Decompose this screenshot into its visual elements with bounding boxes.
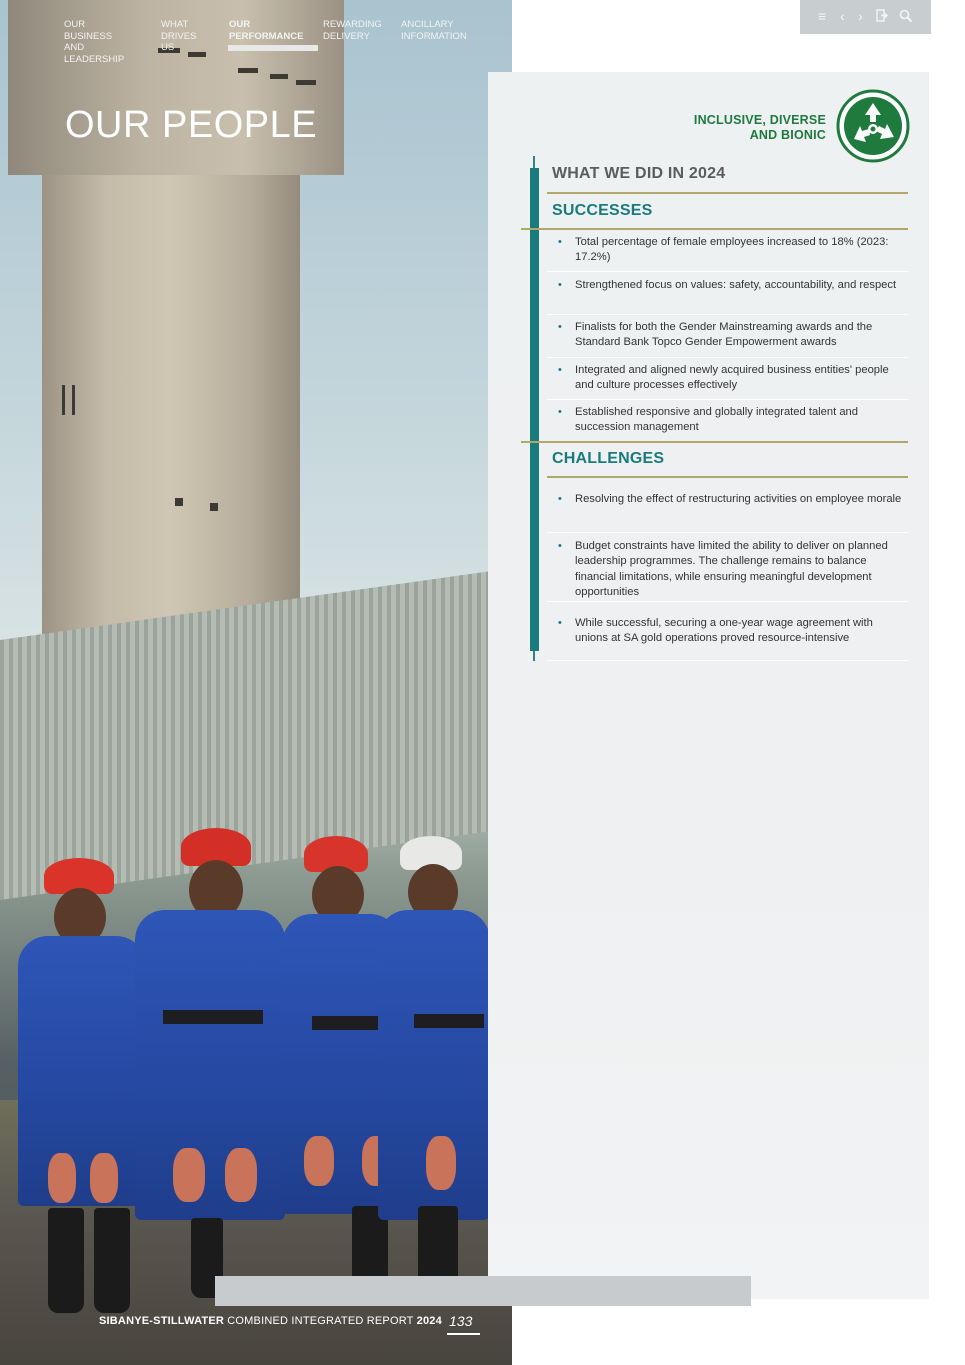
toolbar xyxy=(800,0,931,34)
item-divider xyxy=(547,314,908,315)
page-number-underline xyxy=(447,1333,480,1335)
worker-2 xyxy=(135,828,285,1298)
title-rule xyxy=(547,192,908,194)
item-divider xyxy=(547,357,908,358)
bullet-icon: • xyxy=(558,617,562,629)
nav-item-our-performance[interactable]: OUR PERFORMANCE xyxy=(229,19,304,42)
bullet-icon: • xyxy=(558,236,562,248)
nav-item-ancillary-information[interactable]: ANCILLARY INFORMATION xyxy=(401,19,467,42)
nav-active-indicator xyxy=(228,45,318,51)
worker-1 xyxy=(18,858,148,1318)
bullet-icon: • xyxy=(558,493,562,505)
bullet-icon: • xyxy=(558,540,562,552)
bullet-icon: • xyxy=(558,321,562,333)
page-title: OUR PEOPLE xyxy=(65,104,318,146)
section-accent-bar xyxy=(530,168,539,651)
footer-bar xyxy=(215,1276,751,1306)
item-divider xyxy=(547,601,908,602)
chevron-left-icon[interactable]: ‹ xyxy=(840,8,845,24)
challenges-top-rule xyxy=(521,441,908,443)
menu-icon[interactable]: ≡ xyxy=(818,8,827,24)
theme-label: INCLUSIVE, DIVERSE AND BIONIC xyxy=(693,113,826,142)
item-divider xyxy=(547,660,908,661)
footer-year: 2024 xyxy=(416,1315,442,1327)
bullet-icon: • xyxy=(558,406,562,418)
successes-heading: SUCCESSES xyxy=(552,202,653,219)
bullet-icon: • xyxy=(558,279,562,291)
bullet-icon: • xyxy=(558,364,562,376)
section-title: WHAT WE DID IN 2024 xyxy=(552,165,726,182)
recycle-arrows-icon xyxy=(836,89,910,163)
nav-item-our-business[interactable]: OUR BUSINESS AND LEADERSHIP xyxy=(64,19,125,65)
challenges-heading: CHALLENGES xyxy=(552,450,665,467)
challenges-rule xyxy=(547,476,908,478)
item-divider xyxy=(547,271,908,272)
successes-rule xyxy=(521,228,908,230)
search-icon[interactable] xyxy=(899,9,913,25)
chevron-right-icon[interactable]: › xyxy=(858,8,863,24)
item-divider xyxy=(547,532,908,533)
worker-4 xyxy=(378,836,490,1286)
footer-report: COMBINED INTEGRATED REPORT xyxy=(227,1315,414,1327)
nav-item-what-drives-us[interactable]: WHAT DRIVES US xyxy=(161,19,197,53)
footer-report-name xyxy=(99,1315,442,1327)
exit-icon[interactable] xyxy=(876,9,888,24)
footer-company: SIBANYE-STILLWATER xyxy=(99,1315,225,1327)
item-divider xyxy=(547,399,908,400)
nav-item-rewarding-delivery[interactable]: REWARDING DELIVERY xyxy=(323,19,382,42)
page-number: 133 xyxy=(449,1313,473,1329)
